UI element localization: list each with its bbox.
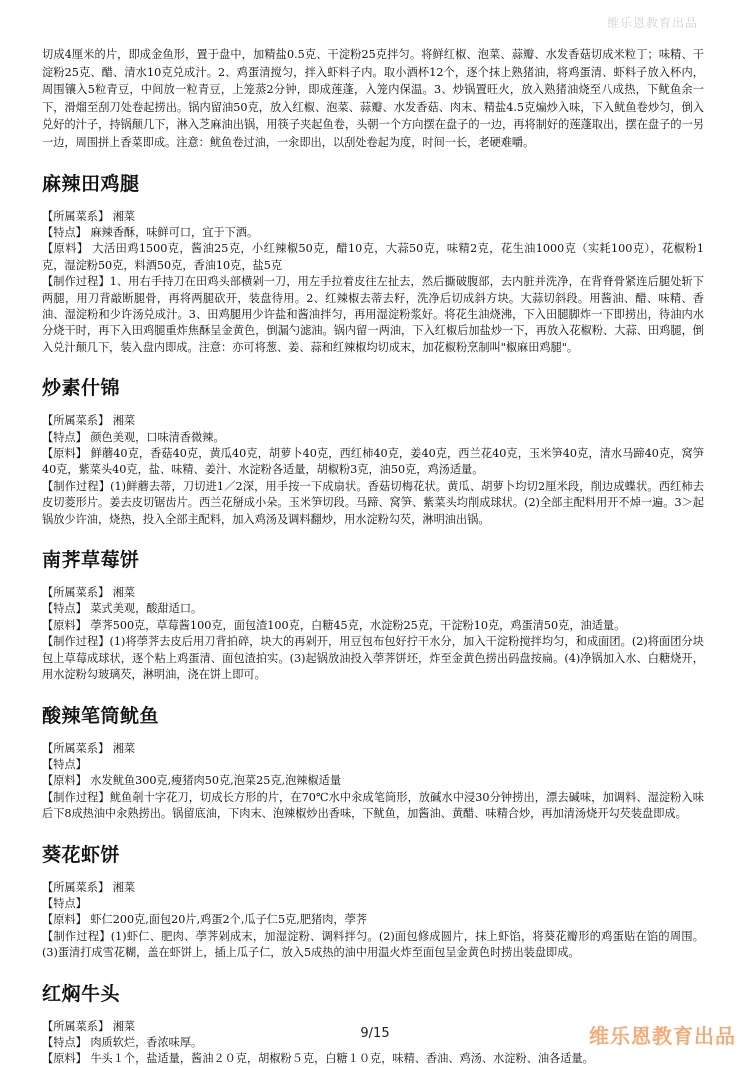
recipe-section — [42, 548, 704, 683]
recipe-ingredients — [42, 618, 704, 634]
feature-value: 肉质软烂，香浓味厚。 — [90, 1035, 203, 1049]
ingredients-value: 虾仁200克,面包20片,鸡蛋2个,瓜子仁5克,肥猪肉，荸荠 — [90, 913, 367, 927]
recipe-process — [42, 479, 704, 528]
feature-label: 【特点】 — [42, 225, 87, 239]
process-label: 【制作过程】 — [42, 929, 111, 943]
page-number: 9/15 — [360, 1026, 390, 1041]
recipe-title: 红焖牛头 — [42, 982, 121, 1005]
recipe-category — [42, 209, 704, 225]
recipe-section — [42, 172, 704, 357]
recipe-title: 麻辣田鸡腿 — [42, 172, 140, 195]
category-value: 湘菜 — [112, 586, 136, 600]
recipe-category — [42, 413, 704, 429]
intro-paragraph: 切成4厘米的片，即成金鱼形，置于盘中，加精盐0.5克、干淀粉25克拌匀。将鲜红椒、泡菜、蒜瓣、水发香菇切成米粒丁；味精、干淀粉25克、醋、清水10克兑成汁。2、鸡蛋清搅匀，拌入虾料子内。取小酒杯12个，逐个抹上熟猪油，将鸡蛋清、虾料子放入杯内，周围镶入5粒青豆，中间放一粒青豆，上笼蒸2分钟，即成莲蓬，入笼内保温。3、炒锅置旺火，放入熟猪油烧至八成热，下鱿鱼余一下，滑熘至刮刀处卷起捞出。锅内留油50克，放入红椒、泡菜、蒜瓣、水发香菇、肉末、精盐4.5克煸炒入味，下入鱿鱼卷炒匀，倒入兑好的汁子，持锅颠几下，淋入芝麻油出锅，用筷子夹起鱼卷，头朝一个方向摆在盘子的一边，再将制好的莲蓬取出，摆在盘子的一另一边，周围拼上香菜即成。注意：鱿鱼卷过油，一汆即出，以刮处卷起为度，时间一长，老硬难嚼。 — [42, 48, 704, 149]
recipe-feature — [42, 896, 704, 912]
recipe-title: 炒素什锦 — [42, 377, 121, 400]
ingredients-label: 【原料】 — [42, 774, 87, 788]
recipe-process — [42, 634, 704, 683]
feature-value: 菜式美观，酸甜适口。 — [90, 602, 203, 616]
ingredients-value: 水发鱿鱼300克,瘦猪肉50克,泡菜25克,泡辣椒适量 — [90, 774, 342, 788]
feature-label: 【特点】 — [42, 757, 87, 771]
process-value: 1、用右手持刀在田鸡头部横剁一刀，用左手拉着皮往左扯去，然后撕破腹部，去内脏并洗净，在背脊骨紧连后腿处斩下两腿，用刀背敲断腿骨，再将两腿砍开，装盘待用。2、红辣椒去蒂去籽，洗净后切成斜方块。大蒜切斜段。用酱油、醋、味精、香油、湿淀粉和少许汤兑成汁。3、田鸡腿用少许盐和酱油拌匀，再用湿淀粉浆好。将花生油烧沸，下入田腿脚炸一下即捞出，待油内水分烧干时，再下入田鸡腿重炸焦酥呈金黄色，倒漏勺滤油。锅内留一两油，下入红椒后加盐炒一下，再放入花椒粉、大蒜、田鸡腿，倒入兑汁颠几下，装入盘内即成。注意：亦可将葱、姜、蒜和红辣椒均切成末，加花椒粉烹制叫"椒麻田鸡腿"。 — [42, 275, 704, 354]
recipe-title: 葵花虾饼 — [42, 843, 121, 866]
recipe-ingredients — [42, 773, 704, 789]
feature-label: 【特点】 — [42, 1035, 87, 1049]
brand-logo: 维乐恩教育出品 — [589, 1024, 736, 1048]
category-label: 【所属菜系】 — [42, 414, 110, 428]
ingredients-value: 牛头１个，盐适量，酱油２０克，胡椒粉５克，白糖１０克，味精、香油、鸡汤、水淀粉、油各适量。 — [90, 1052, 594, 1066]
ingredients-label: 【原料】 — [42, 618, 87, 632]
category-label: 【所属菜系】 — [42, 209, 110, 223]
process-value: (1)将荸荠去皮后用刀背拍碎，块大的再剁开，用豆包布包好拧干水分，加入干淀粉搅拌均匀，和成面团。(2)将面团分块包上草莓成球状，逐个粘上鸡蛋清、面包渣拍实。(3)起锅放油投入荸荠饼坯，炸至金黄色捞出码盘按扁。(4)净锅加入水、白糖烧开，用水淀粉勾玻璃芡，淋明油，浇在饼上即可。 — [42, 635, 704, 682]
recipe-ingredients — [42, 1051, 704, 1067]
process-value: 鱿鱼剞十字花刀，切成长方形的片，在70℃水中汆成笔筒形，放碱水中浸30分钟捞出，漂去碱味，加调料、湿淀粉入味后下8成热油中汆熟捞出。锅留底油，下肉末、泡辣椒炒出香味，下鱿鱼，加酱油、黄醋、味精合炒，再加清汤烧开勾芡装盘即成。 — [42, 790, 704, 821]
ingredients-value: 荸荠500克，草莓酱100克，面包渣100克，白糖45克，水淀粉25克，干淀粉10克，鸡蛋清50克，油适量。 — [90, 618, 626, 632]
process-value: (1)虾仁、肥肉、荸荠剁成末，加湿淀粉、调料拌匀。(2)面包修成圆片，抹上虾馅，将葵花瓣形的鸡蛋贴在馅的周围。(3)蛋清打成雪花糊，盖在虾饼上，插上瓜子仁，放入5成热的油中用温火炸至面包呈金黄色时捞出装盘即成。 — [42, 929, 704, 960]
recipe-feature — [42, 225, 704, 241]
ingredients-label: 【原料】 — [42, 447, 88, 461]
category-value: 湘菜 — [112, 414, 136, 428]
process-label: 【制作过程】 — [42, 275, 110, 289]
recipe-process — [42, 274, 704, 356]
recipe-process — [42, 790, 704, 823]
category-value: 湘菜 — [112, 741, 136, 755]
category-value: 湘菜 — [112, 880, 136, 894]
process-label: 【制作过程】 — [42, 790, 110, 804]
recipe-category — [42, 585, 704, 601]
header-watermark: 维乐恩教育出品 — [606, 16, 698, 30]
ingredients-label: 【原料】 — [42, 1052, 87, 1066]
recipe-ingredients — [42, 912, 704, 928]
recipe-title: 南荠草莓饼 — [42, 549, 140, 572]
recipe-category — [42, 741, 704, 757]
category-value: 湘菜 — [112, 1019, 136, 1033]
ingredients-label: 【原料】 — [42, 242, 89, 256]
category-label: 【所属菜系】 — [42, 880, 110, 894]
feature-label: 【特点】 — [42, 430, 87, 444]
recipe-feature — [42, 430, 704, 446]
process-value: (1)鲜蘑去蒂，刀切进1／2深，用手按一下成扇状。香菇切梅花状。黄瓜、胡萝卜均切2厘米段，削边成蝶状。西红柿去皮切菱形片。姜去皮切锯齿片。西兰花掰成小朵。玉米笋切段。马蹄、窝笋、紫菜头均削成球状。(2)全部主配料用开不焯一遍。3＞起锅放少许油，烧热，投入全部主配料，加入鸡汤及调料翻炒，用水淀粉勾芡，淋明油出锅。 — [42, 479, 704, 526]
ingredients-value: 大活田鸡1500克，酱油25克，小红辣椒50克，醋10克，大蒜50克，味精2克，花生油1000克（实耗100克），花椒粉1克，湿淀粉50克，料酒50克，香油10克，盐5克 — [42, 242, 704, 272]
recipe-process — [42, 929, 704, 962]
process-label: 【制作过程】 — [42, 479, 111, 493]
category-label: 【所属菜系】 — [42, 586, 110, 600]
page-content — [42, 46, 704, 1068]
recipe-ingredients — [42, 446, 704, 479]
recipe-ingredients — [42, 241, 704, 274]
recipe-feature — [42, 601, 704, 617]
feature-label: 【特点】 — [42, 602, 87, 616]
recipe-section — [42, 843, 704, 962]
feature-label: 【特点】 — [42, 896, 87, 910]
recipe-section — [42, 376, 704, 528]
recipe-category — [42, 880, 704, 896]
category-label: 【所属菜系】 — [42, 741, 110, 755]
feature-value: 颜色美观，口味清香微辣。 — [90, 430, 225, 444]
category-value: 湘菜 — [112, 209, 136, 223]
category-label: 【所属菜系】 — [42, 1019, 110, 1033]
ingredients-label: 【原料】 — [42, 913, 87, 927]
recipe-feature — [42, 757, 704, 773]
process-label: 【制作过程】 — [42, 635, 110, 649]
feature-value: 麻辣香酥，味鲜可口，宜于下酒。 — [90, 225, 259, 239]
ingredients-value: 鲜蘑40克，香菇40克，黄瓜40克，胡萝卜40克，西红柿40克，姜40克，西兰花40克，玉米笋40克，清水马蹄40克，窝笋40克，紫菜头40克，盐、味精、姜汁、水淀粉各适量，胡椒粉3克，油50克，鸡汤适量。 — [42, 447, 704, 477]
recipe-title: 酸辣笔筒鱿鱼 — [42, 704, 160, 727]
recipe-section — [42, 704, 704, 823]
